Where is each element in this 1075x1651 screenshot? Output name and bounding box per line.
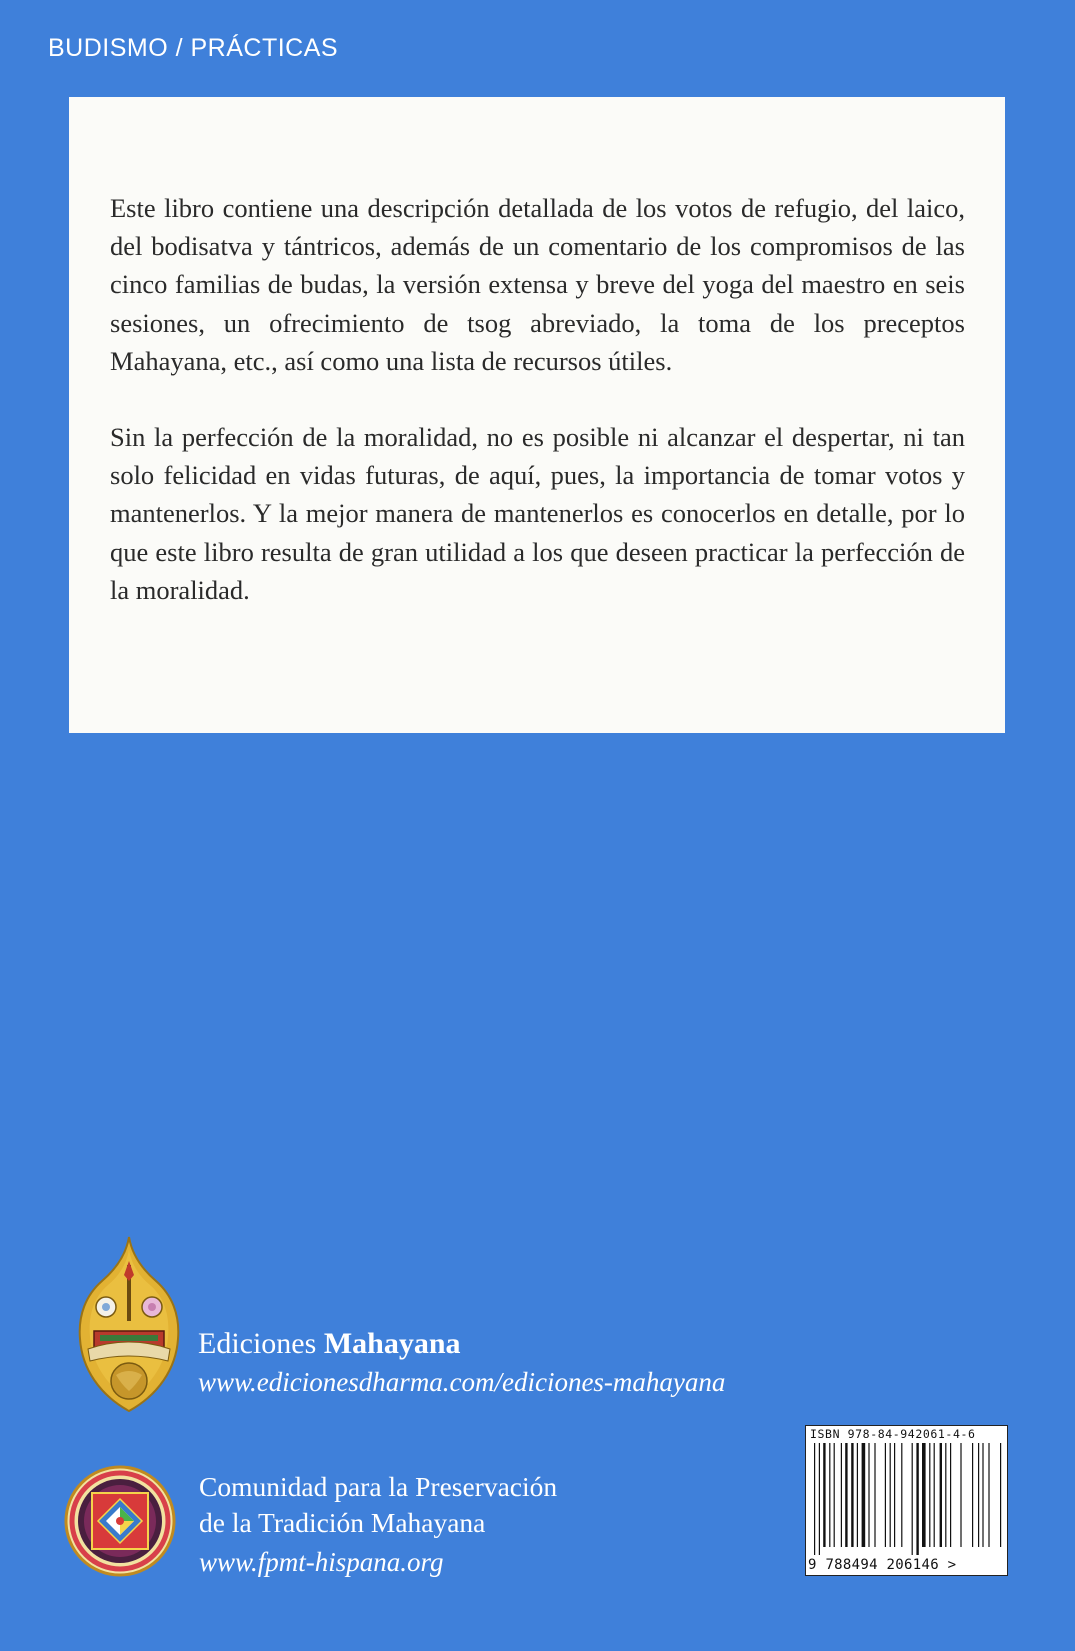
publisher-block [76, 1235, 776, 1415]
description-paragraph-2: Sin la perfección de la moralidad, no es posible ni alcanzar el despertar, ni tan solo felicidad en vidas futuras, de aquí, pues, la importancia de tomar votos y mantenerlos. Y la mejor manera de mantenerlos es conocerlos en detalle, por lo que este libro resulta de gran utilidad a los que deseen practicar la perfección de la moralidad. [110, 422, 965, 605]
description-paragraph-1: Este libro contiene una descripción detallada de los votos de refugio, del laico, del bodisatva y tántricos, además de un comentario de los compromisos de las cinco familias de budas, la versión extensa y breve del yoga del maestro en seis sesiones, un ofrecimiento de tsog abreviado, la toma de los preceptos Mahayana, etc., así como una lista de recursos útiles. [110, 193, 965, 376]
mandala-emblem-icon [64, 1465, 176, 1577]
isbn-barcode [805, 1425, 1008, 1576]
community-url[interactable]: www.fpmt-hispana.org [199, 1547, 444, 1577]
category-label: BUDISMO / PRÁCTICAS [48, 34, 339, 62]
community-block [64, 1465, 764, 1595]
leaf-emblem-icon [76, 1235, 182, 1415]
community-name-line-2: de la Tradición Mahayana [199, 1507, 486, 1538]
barcode-bars [812, 1443, 1002, 1555]
publisher-name-regular: Ediciones [198, 1327, 324, 1360]
description-panel [69, 97, 1005, 733]
isbn-label: ISBN 978-84-942061-4-6 [810, 1427, 976, 1441]
publisher-name [198, 1327, 461, 1361]
publisher-name-bold: Mahayana [323, 1327, 461, 1360]
community-name-line-1: Comunidad para la Preservación [199, 1471, 558, 1502]
barcode-digits: 9 788494 206146 > [808, 1557, 957, 1573]
publisher-url[interactable]: www.edicionesdharma.com/ediciones-mahayana [198, 1367, 726, 1397]
